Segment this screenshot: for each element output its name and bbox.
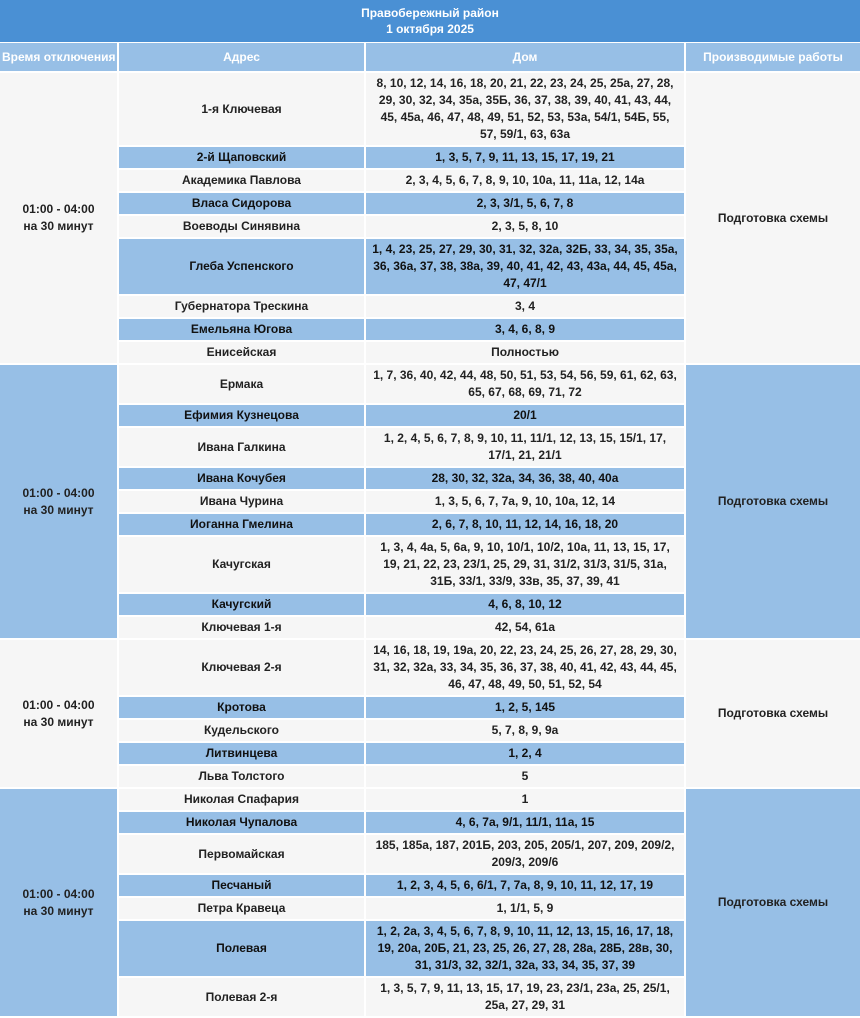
address-cell: Николая Чупалова bbox=[119, 812, 364, 833]
address-cell: 1-я Ключевая bbox=[119, 73, 364, 145]
address-cell: Кротова bbox=[119, 697, 364, 718]
houses-cell: 28, 30, 32, 32а, 34, 36, 38, 40, 40а bbox=[366, 468, 684, 489]
houses-cell: 3, 4, 6, 8, 9 bbox=[366, 319, 684, 340]
address-cell: Качугская bbox=[119, 537, 364, 592]
outage-time-range: 01:00 - 04:00 bbox=[22, 886, 95, 901]
column-header-time: Время отключения bbox=[0, 43, 117, 71]
houses-cell: 4, 6, 8, 10, 12 bbox=[366, 594, 684, 615]
address-cell: Льва Толстого bbox=[119, 766, 364, 787]
address-cell: 2-й Щаповский bbox=[119, 147, 364, 168]
houses-cell: 1, 7, 36, 40, 42, 44, 48, 50, 51, 53, 54, 56, 59, 61, 62, 63, 65, 67, 68, 69, 71, 72 bbox=[366, 365, 684, 403]
address-cell: Губернатора Трескина bbox=[119, 296, 364, 317]
houses-cell: 2, 3, 3/1, 5, 6, 7, 8 bbox=[366, 193, 684, 214]
table-row bbox=[0, 73, 860, 145]
address-cell: Ключевая 2-я bbox=[119, 640, 364, 695]
table-row bbox=[0, 640, 860, 695]
table-row bbox=[0, 789, 860, 810]
outage-time-range: 01:00 - 04:00 bbox=[22, 202, 95, 216]
houses-cell: 1, 3, 5, 7, 9, 11, 13, 15, 17, 19, 21 bbox=[366, 147, 684, 168]
houses-cell: 1, 2, 5, 145 bbox=[366, 697, 684, 718]
houses-cell: 1, 3, 5, 7, 9, 11, 13, 15, 17, 19, 23, 23/1, 23а, 25, 25/1, 25а, 27, 29, 31 bbox=[366, 978, 684, 1016]
outage-table bbox=[0, 41, 860, 1018]
houses-cell: 5 bbox=[366, 766, 684, 787]
houses-cell: 1, 2, 4 bbox=[366, 743, 684, 764]
address-cell: Ермака bbox=[119, 365, 364, 403]
works-cell: Подготовка схемы bbox=[686, 73, 860, 363]
houses-cell: 8, 10, 12, 14, 16, 18, 20, 21, 22, 23, 24, 25, 25а, 27, 28, 29, 30, 32, 34, 35а, 35Б, 36, 37, 38, 39, 40, 41, 43, 44, 45, 45а, 46, 47, 48, 49, 51, 52, 53, 53а, 54/1, 54Б, 55, 57, 59/1, 63, 63а bbox=[366, 73, 684, 145]
houses-cell: 1, 2, 4, 5, 6, 7, 8, 9, 10, 11, 11/1, 12, 13, 15, 15/1, 17, 17/1, 21, 21/1 bbox=[366, 428, 684, 466]
address-cell: Ивана Кочубея bbox=[119, 468, 364, 489]
outage-time-cell bbox=[0, 73, 117, 363]
houses-cell: 1, 1/1, 5, 9 bbox=[366, 898, 684, 919]
outage-time-range: 01:00 - 04:00 bbox=[22, 697, 95, 712]
address-cell: Николая Спафария bbox=[119, 789, 364, 810]
outage-duration: на 30 минут bbox=[23, 714, 94, 729]
houses-cell: 42, 54, 61а bbox=[366, 617, 684, 638]
houses-cell: 1, 3, 5, 6, 7, 7а, 9, 10, 10а, 12, 14 bbox=[366, 491, 684, 512]
houses-cell: 3, 4 bbox=[366, 296, 684, 317]
address-cell: Ключевая 1-я bbox=[119, 617, 364, 638]
houses-cell: 5, 7, 8, 9, 9а bbox=[366, 720, 684, 741]
houses-cell: 2, 3, 5, 8, 10 bbox=[366, 216, 684, 237]
address-cell: Песчаный bbox=[119, 875, 364, 896]
address-cell: Ефимия Кузнецова bbox=[119, 405, 364, 426]
address-cell: Глеба Успенского bbox=[119, 239, 364, 294]
address-cell: Кудельского bbox=[119, 720, 364, 741]
address-cell: Ивана Галкина bbox=[119, 428, 364, 466]
outage-time-cell bbox=[0, 789, 117, 1016]
address-cell: Полевая 2-я bbox=[119, 978, 364, 1016]
works-cell: Подготовка схемы bbox=[686, 640, 860, 787]
outage-time-cell bbox=[0, 365, 117, 638]
houses-cell: 1 bbox=[366, 789, 684, 810]
houses-cell: 1, 3, 4, 4а, 5, 6а, 9, 10, 10/1, 10/2, 10а, 11, 13, 15, 17, 19, 21, 22, 23, 23/1, 25, 29, 31, 31/2, 31/3, 31/5, 31а, 31Б, 33/1, 33/9, 33в, 35, 37, 39, 41 bbox=[366, 537, 684, 592]
works-cell: Подготовка схемы bbox=[686, 789, 860, 1016]
table-title bbox=[0, 0, 860, 42]
outage-time-range: 01:00 - 04:00 bbox=[22, 485, 95, 500]
address-cell: Качугский bbox=[119, 594, 364, 615]
houses-cell: 1, 2, 2а, 3, 4, 5, 6, 7, 8, 9, 10, 11, 12, 13, 15, 16, 17, 18, 19, 20а, 20Б, 21, 23, 25, 26, 27, 28, 28а, 28Б, 28в, 30, 31, 31/3, 32, 32/1, 32а, 33, 34, 35, 37, 39 bbox=[366, 921, 684, 976]
houses-cell: 20/1 bbox=[366, 405, 684, 426]
column-header-house: Дом bbox=[366, 43, 684, 71]
outage-duration: на 30 минут bbox=[23, 219, 94, 233]
table-row bbox=[0, 365, 860, 403]
houses-cell: 2, 6, 7, 8, 10, 11, 12, 14, 16, 18, 20 bbox=[366, 514, 684, 535]
outage-time-cell bbox=[0, 640, 117, 787]
houses-cell: 2, 3, 4, 5, 6, 7, 8, 9, 10, 10а, 11, 11а, 12, 14а bbox=[366, 170, 684, 191]
column-header-address: Адрес bbox=[119, 43, 364, 71]
outage-duration: на 30 минут bbox=[23, 502, 94, 517]
address-cell: Енисейская bbox=[119, 342, 364, 363]
address-cell: Иоганна Гмелина bbox=[119, 514, 364, 535]
houses-cell: 1, 4, 23, 25, 27, 29, 30, 31, 32, 32а, 32Б, 33, 34, 35, 35а, 36, 36а, 37, 38, 38а, 39, 40, 41, 42, 43, 43а, 44, 45, 45а, 47, 47/1 bbox=[366, 239, 684, 294]
schedule-date: 1 октября 2025 bbox=[386, 22, 474, 36]
address-cell: Емельяна Югова bbox=[119, 319, 364, 340]
address-cell: Петра Кравеца bbox=[119, 898, 364, 919]
houses-cell: Полностью bbox=[366, 342, 684, 363]
table-body bbox=[0, 73, 860, 1016]
address-cell: Ивана Чурина bbox=[119, 491, 364, 512]
houses-cell: 14, 16, 18, 19, 19а, 20, 22, 23, 24, 25, 26, 27, 28, 29, 30, 31, 32, 32а, 33, 34, 35, 36, 37, 38, 40, 41, 42, 43, 44, 45, 46, 47, 48, 49, 50, 51, 52, 54 bbox=[366, 640, 684, 695]
houses-cell: 1, 2, 3, 4, 5, 6, 6/1, 7, 7а, 8, 9, 10, 11, 12, 17, 19 bbox=[366, 875, 684, 896]
address-cell: Полевая bbox=[119, 921, 364, 976]
houses-cell: 185, 185а, 187, 201Б, 203, 205, 205/1, 207, 209, 209/2, 209/3, 209/6 bbox=[366, 835, 684, 873]
address-cell: Власа Сидорова bbox=[119, 193, 364, 214]
works-cell: Подготовка схемы bbox=[686, 365, 860, 638]
district-name: Правобережный район bbox=[361, 6, 499, 20]
column-header-works: Производимые работы bbox=[686, 43, 860, 71]
houses-cell: 4, 6, 7а, 9/1, 11/1, 11а, 15 bbox=[366, 812, 684, 833]
address-cell: Академика Павлова bbox=[119, 170, 364, 191]
address-cell: Литвинцева bbox=[119, 743, 364, 764]
address-cell: Первомайская bbox=[119, 835, 364, 873]
address-cell: Воеводы Синявина bbox=[119, 216, 364, 237]
outage-duration: на 30 минут bbox=[23, 903, 94, 918]
column-header-row bbox=[0, 43, 860, 71]
